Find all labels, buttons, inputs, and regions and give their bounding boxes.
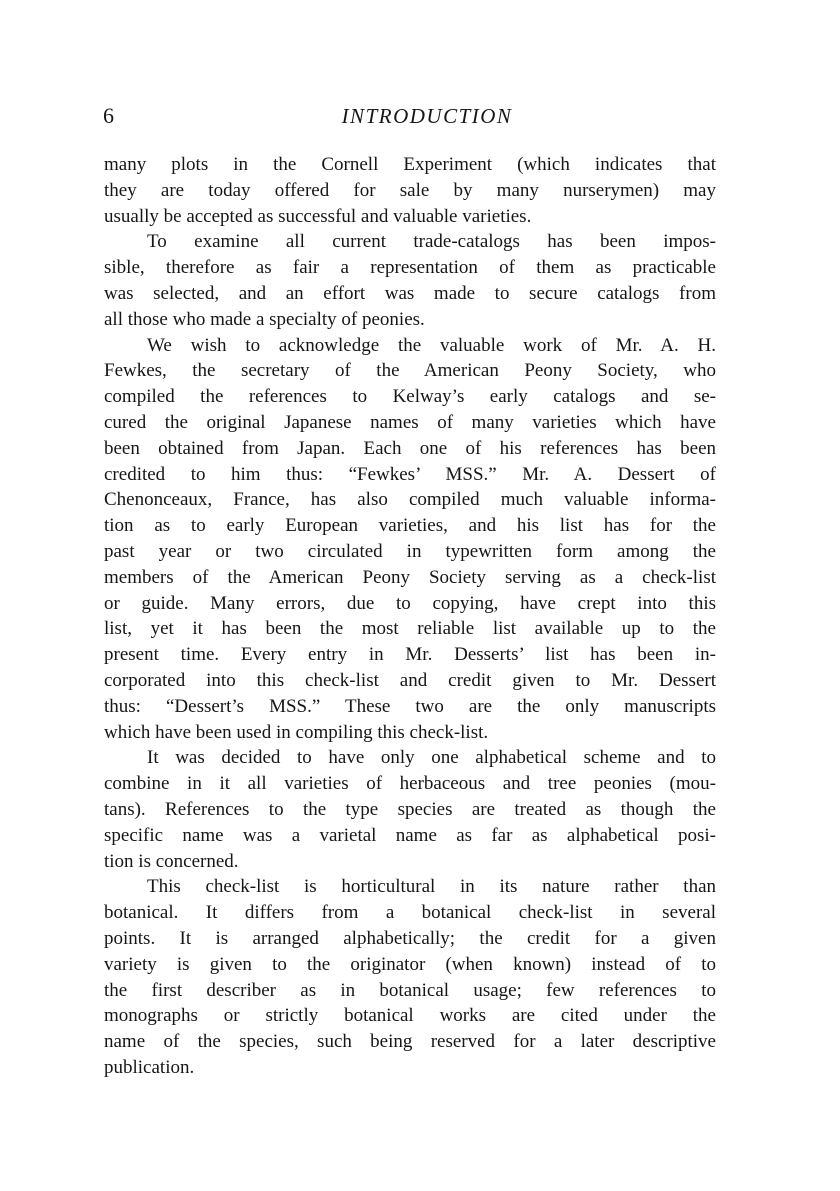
paragraph (104, 333, 716, 746)
text-line: all those who made a specialty of peonies. (104, 308, 425, 330)
page-number: 6 (103, 103, 114, 128)
paragraph (104, 745, 716, 874)
text-line: was selected, and an effort was made to secure catalogs from (104, 282, 716, 304)
text-line: usually be accepted as successful and valuable varieties. (104, 205, 532, 227)
body-text (104, 152, 716, 1081)
text-line: members of the American Peony Society serving as a check-list (104, 566, 716, 588)
text-line: To examine all current trade-catalogs has been impos- (147, 231, 716, 253)
paragraph (104, 874, 716, 1080)
text-line: been obtained from Japan. Each one of his references has been (104, 437, 716, 459)
text-line: corporated into this check-list and credit given to Mr. Dessert (104, 669, 716, 691)
paragraph (104, 152, 716, 229)
text-line: name of the species, such being reserved for a later descriptive (104, 1031, 716, 1053)
text-line: tion as to early European varieties, and his list has for the (104, 515, 716, 537)
text-line: tans). References to the type species are treated as though the (104, 798, 716, 820)
text-line: they are today offered for sale by many nurserymen) may (104, 179, 716, 201)
text-line: We wish to acknowledge the valuable work of Mr. A. H. (147, 334, 716, 356)
text-line: botanical. It differs from a botanical check-list in several (104, 902, 716, 924)
text-line: sible, therefore as fair a representation of them as practicable (104, 257, 716, 279)
text-line: credited to him thus: “Fewkes’ MSS.” Mr. A. Dessert of (104, 463, 716, 485)
text-line: list, yet it has been the most reliable list available up to the (104, 618, 716, 640)
text-line: compiled the references to Kelway’s early catalogs and se- (104, 386, 716, 408)
text-line: or guide. Many errors, due to copying, have crept into this (104, 592, 716, 614)
text-line: Chenonceaux, France, has also compiled much valuable informa- (104, 489, 716, 511)
text-line: many plots in the Cornell Experiment (which indicates that (104, 154, 716, 175)
running-title: INTRODUCTION (341, 104, 513, 128)
text-line: It was decided to have only one alphabetical scheme and to (147, 747, 716, 769)
text-line: which have been used in compiling this check-list. (104, 721, 489, 743)
text-line: publication. (104, 1056, 195, 1078)
text-line: Fewkes, the secretary of the American Peony Society, who (104, 360, 716, 382)
text-line: combine in it all varieties of herbaceous and tree peonies (mou- (104, 773, 716, 795)
text-line: present time. Every entry in Mr. Desserts’ list has been in- (104, 644, 716, 666)
text-line: cured the original Japanese names of many varieties which have (104, 411, 716, 433)
text-line: points. It is arranged alphabetically; the credit for a given (104, 927, 716, 949)
text-line: tion is concerned. (104, 850, 239, 872)
text-line: the first describer as in botanical usage; few references to (104, 979, 716, 1001)
text-line: specific name was a varietal name as far as alphabetical posi- (104, 824, 716, 846)
page-header (103, 100, 723, 132)
text-line: past year or two circulated in typewritten form among the (104, 540, 716, 562)
paragraph (104, 229, 716, 332)
text-line: This check-list is horticultural in its nature rather than (147, 876, 716, 898)
text-line: variety is given to the originator (when known) instead of to (104, 953, 716, 975)
text-line: monographs or strictly botanical works are cited under the (104, 1005, 716, 1027)
text-line: thus: “Dessert’s MSS.” These two are the only manuscripts (104, 695, 716, 717)
